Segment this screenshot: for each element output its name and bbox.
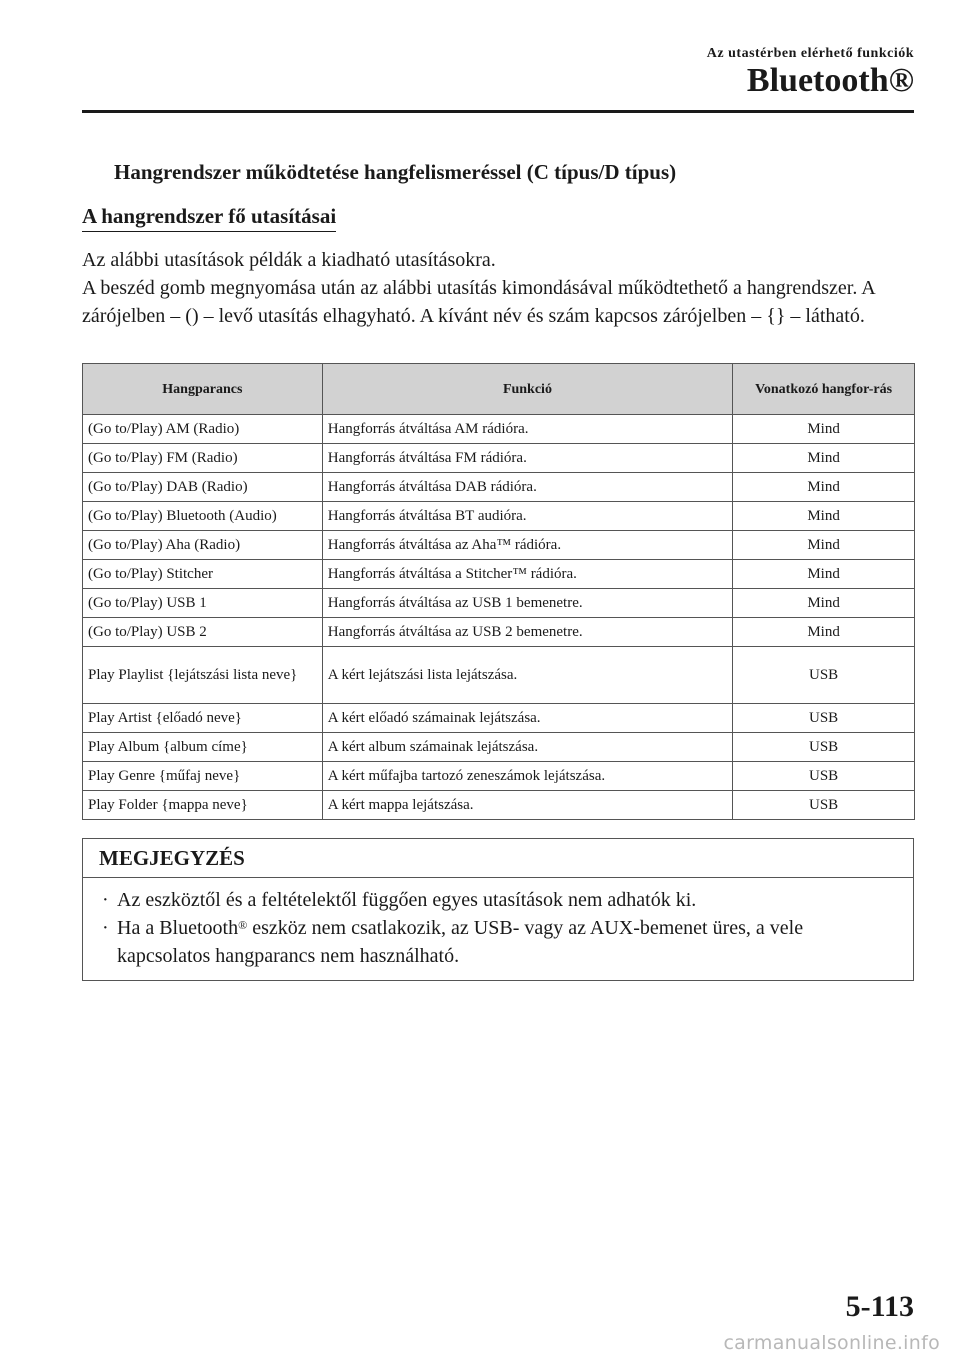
header-source: Vonatkozó hangfor-rás bbox=[733, 364, 915, 415]
function-cell: A kért album számainak lejátszása. bbox=[322, 733, 732, 762]
header-function: Funkció bbox=[322, 364, 732, 415]
function-cell: A kért mappa lejátszása. bbox=[322, 791, 732, 820]
table-row bbox=[83, 560, 915, 589]
watermark: carmanualsonline.info bbox=[723, 1332, 940, 1354]
table-row bbox=[83, 791, 915, 820]
table-row bbox=[83, 531, 915, 560]
intro-line-2: A beszéd gomb megnyomása után az alábbi utasítás kimondásával működtethető a hangrendszer. A zárójelben – () – levő utasítás elhagyható. A kívánt név és szám kapcsos zárójelben – {} – látható. bbox=[82, 277, 875, 327]
function-cell: A kért műfajba tartozó zeneszámok lejátszása. bbox=[322, 762, 732, 791]
bullet-icon: · bbox=[102, 917, 109, 939]
page-number: 5-113 bbox=[845, 1290, 914, 1323]
command-cell: (Go to/Play) DAB (Radio) bbox=[83, 473, 323, 502]
command-cell: (Go to/Play) Bluetooth (Audio) bbox=[83, 502, 323, 531]
function-cell: Hangforrás átváltása az Aha™ rádióra. bbox=[322, 531, 732, 560]
bullet-icon: · bbox=[102, 889, 109, 911]
table-row bbox=[83, 762, 915, 791]
table-row bbox=[83, 589, 915, 618]
source-cell: USB bbox=[733, 733, 915, 762]
function-cell: Hangforrás átváltása az USB 1 bemenetre. bbox=[322, 589, 732, 618]
section-heading: Hangrendszer működtetése hangfelismeréssel (C típus/D típus) bbox=[114, 160, 677, 184]
header-command: Hangparancs bbox=[83, 364, 323, 415]
source-cell: Mind bbox=[733, 589, 915, 618]
source-cell: USB bbox=[733, 791, 915, 820]
note-item-text: Az eszköztől és a feltételektől függően egyes utasítások nem adhatók ki. bbox=[117, 889, 697, 911]
function-cell: Hangforrás átváltása BT audióra. bbox=[322, 502, 732, 531]
command-cell: Play Playlist {lejátszási lista neve} bbox=[83, 647, 323, 704]
source-cell: Mind bbox=[733, 618, 915, 647]
function-cell: A kért lejátszási lista lejátszása. bbox=[322, 647, 732, 704]
source-cell: USB bbox=[733, 762, 915, 791]
table-row bbox=[83, 415, 915, 444]
intro-text bbox=[82, 246, 914, 330]
note-item bbox=[99, 886, 897, 914]
note-item-text-prefix: Ha a Bluetooth bbox=[117, 917, 239, 939]
source-cell: Mind bbox=[733, 415, 915, 444]
table-row bbox=[83, 647, 915, 704]
command-cell: (Go to/Play) FM (Radio) bbox=[83, 444, 323, 473]
note-item-text-suffix: eszköz nem csatlakozik, az USB- vagy az AUX-bemenet üres, a vele kapcsolatos hangparancs nem használható. bbox=[117, 917, 804, 967]
running-header-title: Bluetooth® bbox=[746, 62, 914, 99]
note-item bbox=[99, 914, 897, 970]
command-cell: (Go to/Play) Aha (Radio) bbox=[83, 531, 323, 560]
source-cell: USB bbox=[733, 647, 915, 704]
voice-command-table bbox=[82, 363, 915, 820]
running-header-section: Az utastérben elérhető funkciók bbox=[706, 46, 914, 61]
function-cell: Hangforrás átváltása AM rádióra. bbox=[322, 415, 732, 444]
command-cell: Play Album {album címe} bbox=[83, 733, 323, 762]
intro-line-1: Az alábbi utasítások példák a kiadható utasításokra. bbox=[82, 249, 496, 271]
registered-mark: ® bbox=[238, 918, 248, 932]
note-title: MEGJEGYZÉS bbox=[83, 839, 913, 878]
table-row bbox=[83, 704, 915, 733]
table-row bbox=[83, 473, 915, 502]
table-row bbox=[83, 618, 915, 647]
command-cell: (Go to/Play) USB 1 bbox=[83, 589, 323, 618]
table-header-row bbox=[83, 364, 915, 415]
function-cell: Hangforrás átváltása FM rádióra. bbox=[322, 444, 732, 473]
source-cell: Mind bbox=[733, 502, 915, 531]
source-cell: Mind bbox=[733, 560, 915, 589]
table-row bbox=[83, 444, 915, 473]
command-cell: Play Artist {előadó neve} bbox=[83, 704, 323, 733]
source-cell: Mind bbox=[733, 473, 915, 502]
command-cell: (Go to/Play) Stitcher bbox=[83, 560, 323, 589]
table-row bbox=[83, 733, 915, 762]
command-cell: (Go to/Play) AM (Radio) bbox=[83, 415, 323, 444]
note-body bbox=[83, 878, 913, 980]
header-divider bbox=[82, 110, 914, 113]
function-cell: Hangforrás átváltása DAB rádióra. bbox=[322, 473, 732, 502]
note-box bbox=[82, 838, 914, 981]
function-cell: A kért előadó számainak lejátszása. bbox=[322, 704, 732, 733]
source-cell: USB bbox=[733, 704, 915, 733]
command-cell: (Go to/Play) USB 2 bbox=[83, 618, 323, 647]
command-cell: Play Genre {műfaj neve} bbox=[83, 762, 323, 791]
function-cell: Hangforrás átváltása a Stitcher™ rádióra. bbox=[322, 560, 732, 589]
function-cell: Hangforrás átváltása az USB 2 bemenetre. bbox=[322, 618, 732, 647]
source-cell: Mind bbox=[733, 531, 915, 560]
command-cell: Play Folder {mappa neve} bbox=[83, 791, 323, 820]
table-row bbox=[83, 502, 915, 531]
source-cell: Mind bbox=[733, 444, 915, 473]
subheading: A hangrendszer fő utasításai bbox=[82, 204, 336, 232]
